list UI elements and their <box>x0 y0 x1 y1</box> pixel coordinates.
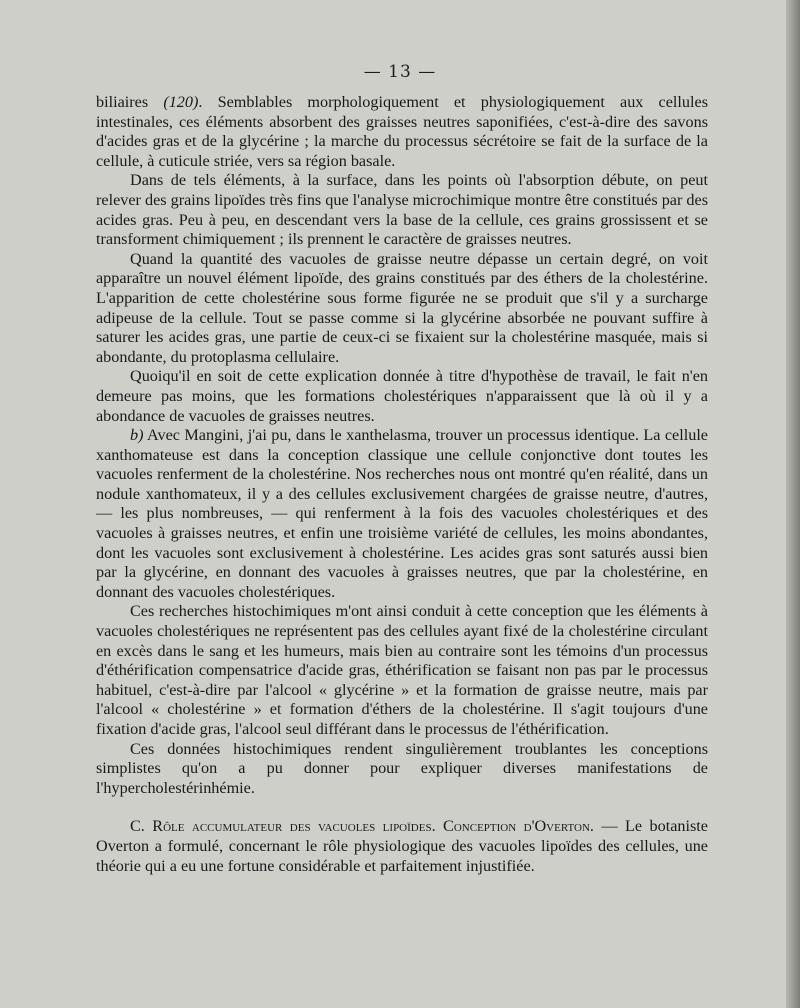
paragraph: Quoiqu'il en soit de cette explication donnée à titre d'hypothèse de travail, le fait n'en demeure pas moins, que les formations cholestériques n'apparaissent que là où il y a abondance de vacuoles de graisses neutres. <box>96 367 708 425</box>
paragraph <box>96 93 708 171</box>
paragraph-text: Avec Mangini, j'ai pu, dans le xanthelasma, trouver un processus identique. La cellule xanthomateuse est dans la conception classique une cellule conjonctive dont toutes les vacuoles renferment de la cholestérine. Nos recherches nous ont montré qu'en réalité, dans un nodule xanthomateux, il y a des cellules exclusivement chargées de graisse neutre, d'autres, — les plus nombreuses, — qui renferment à la fois des vacuoles cholestériques et des vacuoles à graisses neutres, et enfin une troisième variété de cellules, les moins abondantes, dont les vacuoles sont exclusivement à cholestérine. Les acides gras sont saturés aussi bien par la glycérine, en donnant des vacuoles à graisses neutres, que par la cholestérine, en donnant des vacuoles cholestériques. <box>96 426 708 601</box>
section-heading: Rôle accumulateur des vacuoles lipoïdes. Conception d'Overton. <box>152 817 594 836</box>
paragraph: Ces recherches histochimiques m'ont ainsi conduit à cette conception que les éléments à vacuoles cholestériques ne représentent pas des cellules ayant fixé de la cholestérine circulant en excès dans le sang et les humeurs, mais bien au contraire sont les témoins d'un processus d'éthérification compensatrice d'acide gras, éthérification se faisant non pas par le processus habituel, c'est-à-dire par l'alcool « glycérine » et la formation de graisse neutre, mais par l'alcool « cholestérine » et formation d'éthers de la cholestérine. Il s'agit toujours d'une fixation d'acide gras, l'alcool seul différant dans le processus de l'éthérification. <box>96 602 708 738</box>
body-text <box>96 93 708 876</box>
paragraph-text: . Semblables morphologiquement et physiologiquement aux cellules intestinales, ces éléments absorbent des graisses neutres saponifiées, c'est-à-dire des savons d'acides gras et de la glycérine ; la marche du processus sécrétoire se fait de la surface de la cellule, à cuticule striée, vers sa région basale. <box>96 93 708 170</box>
section-letter: C. <box>130 817 153 836</box>
scan-edge-shadow <box>786 0 800 1008</box>
section-paragraph <box>96 817 708 876</box>
paragraph: Quand la quantité des vacuoles de graisse neutre dépasse un certain degré, on voit apparaître un nouvel élément lipoïde, des grains constitués par des éthers de la cholestérine. L'apparition de cette cholestérine sous forme figurée ne se produit que s'il y a surcharge adipeuse de la cellule. Tout se passe comme si la glycérine absorbée ne pouvant suffire à saturer les acides gras, une partie de ceux-ci se fixaient sur la cholestérine masquée, mais si abondante, du protoplasma cellulaire. <box>96 249 708 366</box>
section-text: Le botaniste Overton a formulé, concernant le rôle physiologique des vacuoles lipoïdes des cellules, une théorie qui a eu une fortune considérable et parfaitement injustifiée. <box>96 817 708 875</box>
page-number: — 13 — <box>363 62 437 82</box>
paragraph: Ces données histochimiques rendent singulièrement troublantes les conceptions simplistes qu'on a pu donner pour expliquer diverses manifestations de l'hypercholestérinhémie. <box>96 739 708 797</box>
reference-number: (120) <box>163 93 199 111</box>
paragraph-lead: biliaires <box>96 93 164 111</box>
paragraph <box>96 426 708 602</box>
paragraph: Dans de tels éléments, à la surface, dans les points où l'absorption débute, on peut relever des grains lipoïdes très fins que l'analyse microchimique montre être constitués par des acides gras. Peu à peu, en descendant vers la base de la cellule, ces grains grossissent et se transforment chimiquement ; ils prennent le caractère de graisses neutres. <box>96 171 709 249</box>
list-marker: b) <box>130 426 144 445</box>
section-dash: — <box>593 817 626 836</box>
